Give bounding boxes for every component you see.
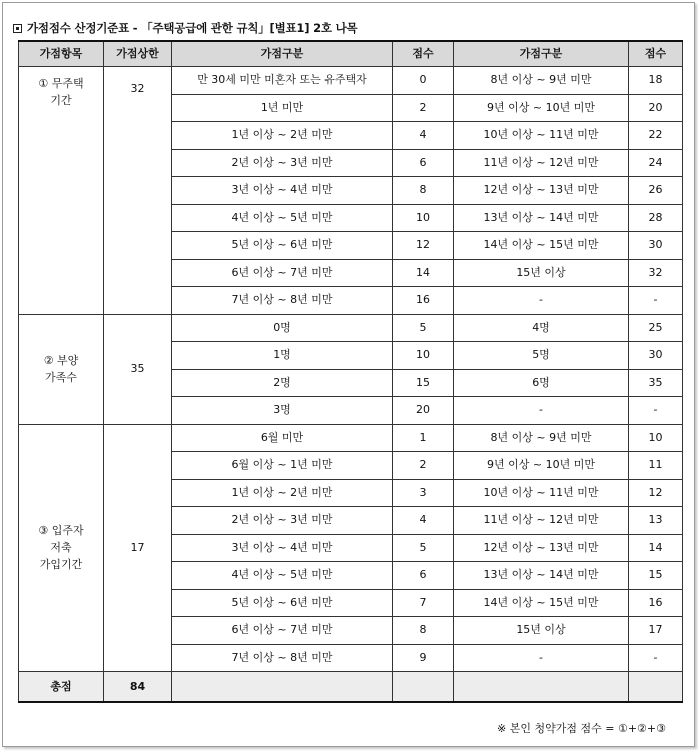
score-right-cell: 14 [629, 534, 683, 562]
header-criteria-left: 가점구분 [172, 41, 393, 67]
criteria-right-cell: 8년 이상 ~ 9년 미만 [454, 67, 629, 95]
criteria-left-cell: 2년 이상 ~ 3년 미만 [172, 149, 393, 177]
category-cell [19, 314, 104, 424]
score-right-cell: 15 [629, 562, 683, 590]
criteria-left-cell: 5년 이상 ~ 6년 미만 [172, 232, 393, 260]
criteria-left-cell: 1년 미만 [172, 94, 393, 122]
criteria-left-cell: 5년 이상 ~ 6년 미만 [172, 589, 393, 617]
total-empty-cell [172, 672, 393, 703]
score-left-cell: 5 [393, 314, 454, 342]
score-right-cell: - [629, 287, 683, 315]
criteria-left-cell: 3명 [172, 397, 393, 425]
score-right-cell: 30 [629, 232, 683, 260]
square-bullet-icon [13, 24, 22, 33]
header-score-right: 점수 [629, 41, 683, 67]
criteria-left-cell: 7년 이상 ~ 8년 미만 [172, 644, 393, 672]
score-left-cell: 0 [393, 67, 454, 95]
score-right-cell: 17 [629, 617, 683, 645]
table-row [19, 424, 683, 452]
score-left-cell: 4 [393, 507, 454, 535]
criteria-right-cell: 11년 이상 ~ 12년 미만 [454, 507, 629, 535]
criteria-left-cell: 3년 이상 ~ 4년 미만 [172, 534, 393, 562]
header-score-left: 점수 [393, 41, 454, 67]
table-title-text: 가점점수 산정기준표 - 「주택공급에 관한 규칙」[별표1] 2호 나목 [27, 21, 358, 35]
score-right-cell: 12 [629, 479, 683, 507]
max-score-cell: 32 [104, 67, 172, 315]
criteria-right-cell: 13년 이상 ~ 14년 미만 [454, 204, 629, 232]
category-name-line: ③ 입주자 [38, 524, 84, 538]
criteria-right-cell: 10년 이상 ~ 11년 미만 [454, 479, 629, 507]
criteria-right-cell: 4명 [454, 314, 629, 342]
table-row [19, 67, 683, 95]
score-right-cell: 28 [629, 204, 683, 232]
score-left-cell: 3 [393, 479, 454, 507]
score-table [18, 40, 683, 703]
score-right-cell: 10 [629, 424, 683, 452]
total-empty-cell [629, 672, 683, 703]
score-right-cell: 11 [629, 452, 683, 480]
score-right-cell: 13 [629, 507, 683, 535]
criteria-right-cell: 15년 이상 [454, 259, 629, 287]
total-row [19, 672, 683, 703]
criteria-right-cell: 15년 이상 [454, 617, 629, 645]
score-right-cell: 18 [629, 67, 683, 95]
category-name-line: 저축 [50, 541, 72, 555]
score-left-cell: 8 [393, 617, 454, 645]
max-score-cell: 17 [104, 424, 172, 672]
criteria-right-cell: 12년 이상 ~ 13년 미만 [454, 177, 629, 205]
table-header-row [19, 41, 683, 67]
category-cell [19, 424, 104, 672]
criteria-left-cell: 만 30세 미만 미혼자 또는 유주택자 [172, 67, 393, 95]
score-right-cell: 32 [629, 259, 683, 287]
header-category: 가점항목 [19, 41, 104, 67]
score-right-cell: 24 [629, 149, 683, 177]
score-left-cell: 16 [393, 287, 454, 315]
criteria-left-cell: 1년 이상 ~ 2년 미만 [172, 479, 393, 507]
criteria-left-cell: 2년 이상 ~ 3년 미만 [172, 507, 393, 535]
score-left-cell: 10 [393, 204, 454, 232]
score-left-cell: 5 [393, 534, 454, 562]
criteria-left-cell: 1명 [172, 342, 393, 370]
document-frame [2, 2, 695, 747]
criteria-right-cell: 8년 이상 ~ 9년 미만 [454, 424, 629, 452]
criteria-right-cell: - [454, 287, 629, 315]
criteria-left-cell: 7년 이상 ~ 8년 미만 [172, 287, 393, 315]
criteria-right-cell: 9년 이상 ~ 10년 미만 [454, 94, 629, 122]
criteria-left-cell: 2명 [172, 369, 393, 397]
score-right-cell: 25 [629, 314, 683, 342]
criteria-right-cell: 5명 [454, 342, 629, 370]
criteria-left-cell: 6년 이상 ~ 7년 미만 [172, 259, 393, 287]
score-right-cell: 30 [629, 342, 683, 370]
category-name-line: 기간 [50, 94, 72, 107]
criteria-right-cell: 12년 이상 ~ 13년 미만 [454, 534, 629, 562]
criteria-right-cell: 14년 이상 ~ 15년 미만 [454, 232, 629, 260]
total-empty-cell [393, 672, 454, 703]
criteria-left-cell: 3년 이상 ~ 4년 미만 [172, 177, 393, 205]
criteria-left-cell: 6월 이상 ~ 1년 미만 [172, 452, 393, 480]
table-body [19, 67, 683, 703]
criteria-right-cell: 10년 이상 ~ 11년 미만 [454, 122, 629, 150]
score-left-cell: 12 [393, 232, 454, 260]
category-cell [19, 67, 104, 315]
criteria-right-cell: 14년 이상 ~ 15년 미만 [454, 589, 629, 617]
criteria-left-cell: 6년 이상 ~ 7년 미만 [172, 617, 393, 645]
criteria-left-cell: 6월 미만 [172, 424, 393, 452]
header-max-score: 가점상한 [104, 41, 172, 67]
score-left-cell: 2 [393, 94, 454, 122]
score-right-cell: - [629, 644, 683, 672]
score-right-cell: 22 [629, 122, 683, 150]
category-name-line: ① 무주택 [38, 77, 84, 90]
score-right-cell: 20 [629, 94, 683, 122]
criteria-left-cell: 4년 이상 ~ 5년 미만 [172, 204, 393, 232]
score-left-cell: 6 [393, 149, 454, 177]
criteria-right-cell: 11년 이상 ~ 12년 미만 [454, 149, 629, 177]
score-left-cell: 7 [393, 589, 454, 617]
header-criteria-right: 가점구분 [454, 41, 629, 67]
criteria-right-cell: 9년 이상 ~ 10년 미만 [454, 452, 629, 480]
score-left-cell: 9 [393, 644, 454, 672]
criteria-right-cell: - [454, 644, 629, 672]
max-score-cell: 35 [104, 314, 172, 424]
score-left-cell: 8 [393, 177, 454, 205]
score-left-cell: 14 [393, 259, 454, 287]
score-right-cell: 16 [629, 589, 683, 617]
score-left-cell: 6 [393, 562, 454, 590]
score-right-cell: - [629, 397, 683, 425]
score-left-cell: 15 [393, 369, 454, 397]
score-left-cell: 4 [393, 122, 454, 150]
criteria-left-cell: 4년 이상 ~ 5년 미만 [172, 562, 393, 590]
score-left-cell: 1 [393, 424, 454, 452]
score-left-cell: 2 [393, 452, 454, 480]
score-right-cell: 26 [629, 177, 683, 205]
criteria-left-cell: 1년 이상 ~ 2년 미만 [172, 122, 393, 150]
criteria-right-cell: - [454, 397, 629, 425]
total-empty-cell [454, 672, 629, 703]
category-name-line: 가입기간 [39, 558, 83, 572]
total-label: 총점 [19, 672, 104, 703]
category-name-line: ② 부양 [43, 354, 79, 367]
criteria-right-cell: 13년 이상 ~ 14년 미만 [454, 562, 629, 590]
score-left-cell: 10 [393, 342, 454, 370]
score-formula-note: ※ 본인 청약가점 점수 = ①+②+③ [497, 722, 666, 735]
total-value: 84 [104, 672, 172, 703]
criteria-left-cell: 0명 [172, 314, 393, 342]
score-right-cell: 35 [629, 369, 683, 397]
score-left-cell: 20 [393, 397, 454, 425]
category-name-line: 가족수 [45, 371, 77, 384]
criteria-right-cell: 6명 [454, 369, 629, 397]
table-title [13, 20, 357, 36]
table-row [19, 314, 683, 342]
